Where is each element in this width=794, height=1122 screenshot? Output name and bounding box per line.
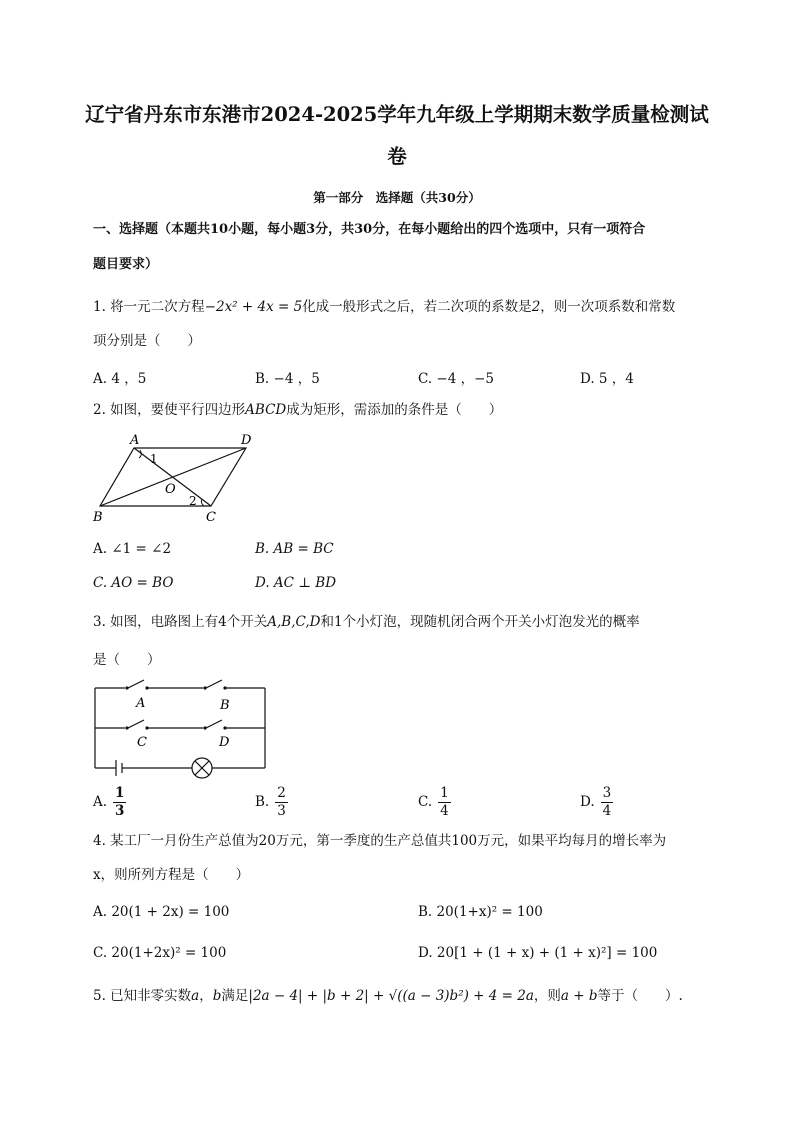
switch-a-label: A: [136, 696, 146, 711]
q1-equation: −2x² + 4x = 5: [204, 299, 303, 315]
q1-stem-b: 化成一般形式之后，若二次项的系数是: [302, 299, 532, 315]
q1-option-b: B. −4 ，5: [255, 371, 320, 387]
document-title-line2: 卷: [387, 145, 407, 168]
fraction-one-quarter: $\frac{1}{4}$: [440, 785, 449, 819]
parallelogram-figure: [88, 428, 268, 528]
q4-option-b: B. 20(1+x)² = 100: [418, 904, 543, 920]
q2-option-c: C. AO = BO: [93, 575, 174, 591]
q3-stem-line1: [93, 613, 640, 631]
vertex-c-label: C: [206, 510, 216, 525]
center-o-label: O: [165, 482, 176, 497]
part1-heading: 第一部分 选择题（共30分）: [313, 190, 481, 205]
vertex-b-label: B: [93, 510, 103, 525]
angle-1-arc: [139, 450, 141, 458]
q1-option-c: C. −4 ，−5: [418, 371, 495, 387]
q3-stem-a: 3. 如图，电路图上有4个开关: [93, 614, 268, 630]
angle-1-label: 1: [150, 452, 158, 466]
q1-stem-c: ，则一次项系数和常数: [540, 299, 676, 315]
fraction-three-quarters: $\frac{3}{4}$: [602, 785, 612, 819]
q5-stem: 5. 已知非零实数a，b满足|2a − 4| + |b + 2| + √((a − 3)b²) + 4 = 2a，则a + b等于（ ）.: [93, 988, 683, 1004]
q2-stem: [93, 401, 502, 419]
switch-d-label: D: [219, 735, 230, 750]
q2-stem-a: 2. 如图，要使平行四边形: [93, 402, 246, 418]
q3-option-b: B. $\frac{2}{3}$: [255, 785, 286, 819]
q3-stem-b: 和1个小灯泡，现随机闭合两个开关小灯泡发光的概率: [320, 614, 640, 630]
q5-var-b: b: [212, 988, 222, 1004]
q4-stem-line1: 4. 某工厂一月份生产总值为20万元，第一季度的生产总值共100万元，如果平均每月的增长率为: [93, 833, 667, 849]
q1-stem-line1: [93, 298, 675, 316]
diagonal-bd: [100, 448, 246, 506]
q2-option-d: D. AC ⊥ BD: [255, 575, 337, 591]
q1-stem-a: 1. 将一元二次方程: [93, 299, 205, 315]
q2-stem-b: 成为矩形，需添加的条件是（ ）: [286, 402, 503, 418]
q2-shape: ABCD: [245, 402, 287, 418]
q3-option-d: D. $\frac{3}{4}$: [580, 785, 612, 819]
q3-option-c: C. $\frac{1}{4}$: [418, 785, 449, 819]
q1-option-d: D. 5 ，4: [580, 371, 634, 387]
vertex-a-label: A: [130, 433, 140, 448]
q1-coef: 2: [531, 299, 541, 315]
q5-var-a: a: [191, 988, 200, 1004]
section1-instructions-line1: 一、选择题（本题共10小题，每小题3分，共30分，在每小题给出的四个选项中，只有一项符合: [93, 222, 646, 237]
angle-2-label: 2: [189, 494, 197, 508]
q4-option-a: A. 20(1 + 2x) = 100: [93, 904, 230, 920]
q4-stem-line2: x，则所列方程是（ ）: [93, 867, 250, 883]
fraction-two-thirds: $\frac{2}{3}$: [277, 785, 286, 819]
q4-option-c: C. 20(1+2x)² = 100: [93, 945, 227, 961]
q1-option-a: A. 4 ，5: [93, 371, 147, 387]
q1-stem-line2: 项分别是（ ）: [93, 333, 201, 349]
q5-condition: |2a − 4| + |b + 2| + √((a − 3)b²) + 4 = 2a: [248, 988, 534, 1004]
document-title-line1: 辽宁省丹东市东港市2024-2025学年九年级上学期期末数学质量检测试: [85, 103, 709, 126]
circuit-diagram: [88, 676, 273, 786]
q3-option-a: A. $\frac{1}{3}$: [93, 785, 125, 819]
section1-instructions-line2: 题目要求）: [93, 257, 159, 272]
q4-option-d: D. 20[1 + (1 + x) + (1 + x)²] = 100: [418, 945, 658, 961]
q3-switches: A,B,C,D: [267, 614, 321, 630]
q5-expr: a + b: [560, 988, 598, 1004]
switch-b-label: B: [220, 698, 230, 713]
switch-c-label: C: [137, 735, 147, 750]
q2-option-b: B. AB = BC: [255, 541, 334, 557]
fraction-one-third: $\frac{1}{3}$: [115, 785, 125, 819]
q3-stem-line2: 是（ ）: [93, 652, 161, 668]
q2-option-a: A. ∠1 = ∠2: [93, 541, 172, 557]
vertex-d-label: D: [241, 433, 252, 448]
